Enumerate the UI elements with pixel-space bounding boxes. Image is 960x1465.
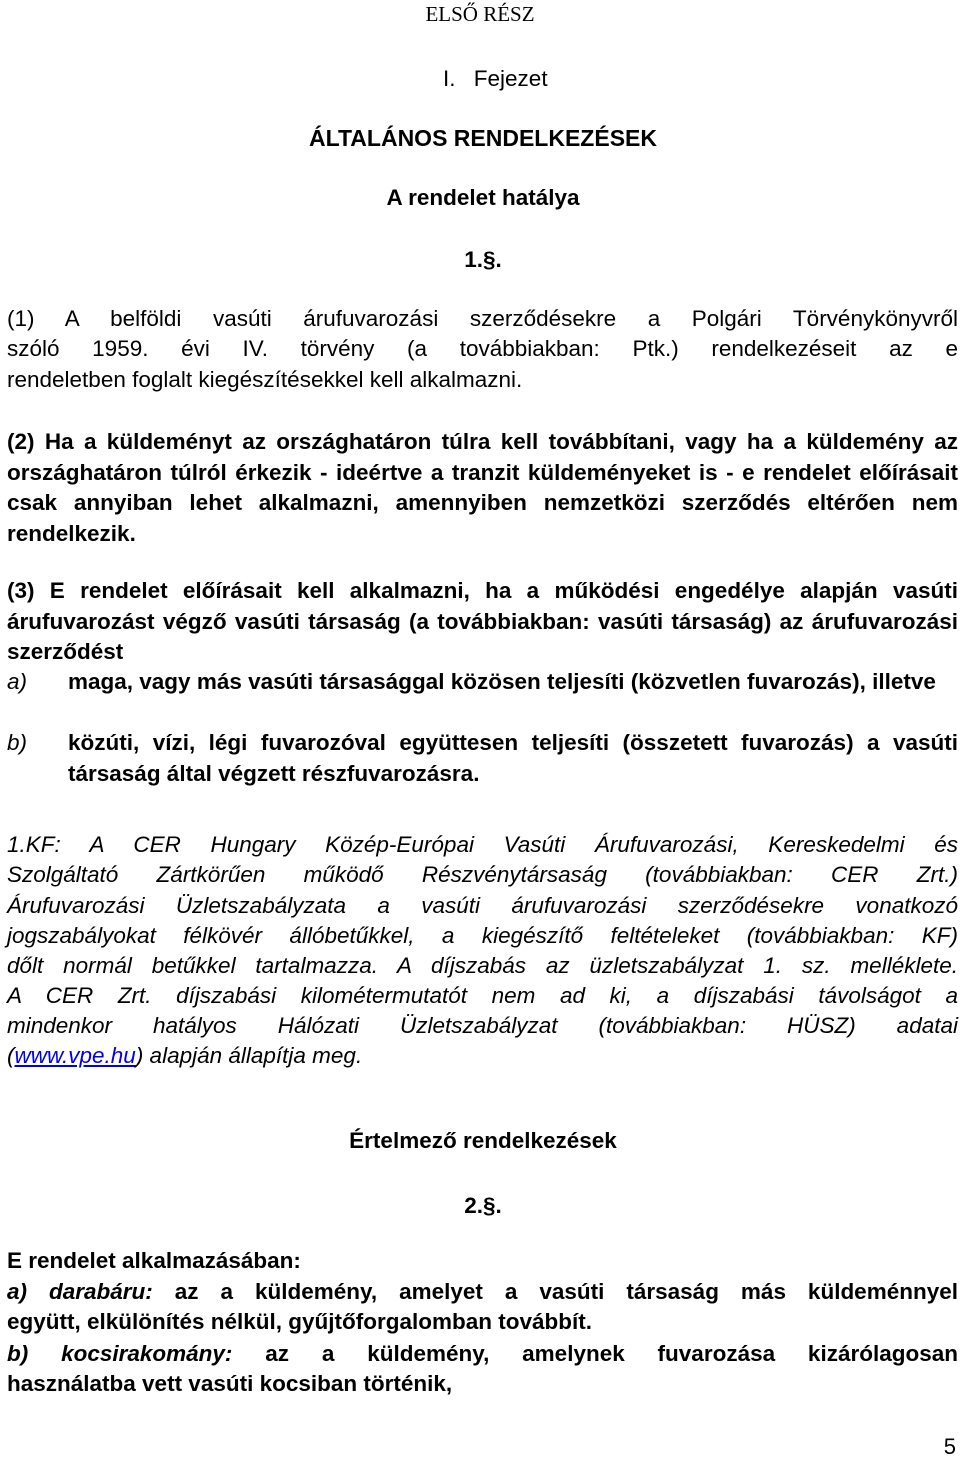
section-number-2: 2.§. xyxy=(464,1193,502,1218)
chapter-line xyxy=(443,66,548,92)
part-header: ELSŐ RÉSZ xyxy=(425,2,535,26)
definition-b-label: b) xyxy=(7,1341,29,1366)
item-a-text: maga, vagy más vasúti társasággal közösen teljesíti (közvetlen fuvarozás), illetve xyxy=(68,669,936,694)
kf-line-2: Szolgáltató Zártkörűen működő Részvénytársaság (továbbiakban: CER Zrt.) xyxy=(7,862,958,887)
definition-a-line-2: együtt, elkülönítés nélkül, gyűjtőforgalomban továbbít. xyxy=(7,1309,593,1334)
paragraph-2: (2) Ha a küldeményt az országhatáron túlra kell továbbítani, vagy ha a küldemény az országhatáron túlról érkezik - ideértve a tranzit küldeményeket is - e rendelet előírásait csak annyiban lehet alkalmazni, amennyiben nemzetközi szerződés eltérően nem rendelkezik. xyxy=(7,429,958,546)
kf-line-1: 1.KF: A CER Hungary Közép-Európai Vasúti Árufuvarozási, Kereskedelmi és xyxy=(7,832,958,857)
kf-line-8-rest: ) alapján állapítja meg. xyxy=(135,1043,363,1068)
kf-line-8 xyxy=(7,1041,958,1072)
item-b-text: közúti, vízi, légi fuvarozóval együttesen teljesíti (összetett fuvarozás) a vasúti társaság által végzett részfuvarozásra. xyxy=(68,730,958,786)
definition-b-line-1 xyxy=(7,1339,958,1370)
paragraph-3-intro: (3) E rendelet előírásait kell alkalmazni, ha a működési engedélye alapján vasúti árufuvarozást végző vasúti társaság (a továbbiakban: vasúti társaság) az árufuvarozási szerződést xyxy=(7,578,958,664)
kf-line-7: mindenkor hatályos Hálózati Üzletszabályzat (továbbiakban: HÜSZ) adatai xyxy=(7,1013,958,1038)
definition-a-line-1 xyxy=(7,1277,958,1308)
section-heading: ÁLTALÁNOS RENDELKEZÉSEK xyxy=(309,125,657,151)
definition-a-text: az a küldemény, amelyet a vasúti társaság más küldeménnyel xyxy=(152,1279,958,1304)
definition-b-text: az a küldemény, amelynek fuvarozása kizárólagosan xyxy=(232,1341,958,1366)
kf-line-3: Árufuvarozási Üzletszabályzata a vasúti árufuvarozási szerződésekre vonatkozó xyxy=(7,893,958,918)
item-b-label: b) xyxy=(7,730,28,755)
paragraph-1-line-3: rendeletben foglalt kiegészítésekkel kell alkalmazni. xyxy=(7,367,523,392)
definition-b-line-2: használatba vett vasúti kocsiban történik, xyxy=(7,1371,453,1396)
kf-line-6: A CER Zrt. díjszabási kilométermutatót nem ad ki, a díjszabási távolságot a xyxy=(7,983,958,1008)
kf-line-4: jogszabályokat félkövér állóbetűkkel, a kiegészítő feltételeket (továbbiakban: KF) xyxy=(7,923,958,948)
item-a-label: a) xyxy=(7,669,28,694)
definition-a-label: a) xyxy=(7,1279,28,1304)
kf-line-5: dőlt normál betűkkel tartalmazza. A díjszabás az üzletszabályzat 1. sz. melléklete. xyxy=(7,953,958,978)
section-number-1: 1.§. xyxy=(464,247,502,272)
paragraph-1-line-1: (1) A belföldi vasúti árufuvarozási szerződésekre a Polgári Törvénykönyvről xyxy=(7,306,958,331)
paragraph-3-item-b xyxy=(7,728,958,789)
page-number: 5 xyxy=(943,1434,956,1459)
paragraph-1-line-2: szóló 1959. évi IV. törvény (a továbbiakban: Ptk.) rendelkezéseit az e xyxy=(7,336,958,361)
paragraph-3-item-a xyxy=(7,667,958,698)
subheading-scope: A rendelet hatálya xyxy=(386,185,580,210)
subheading-definitions: Értelmező rendelkezések xyxy=(349,1128,617,1153)
vpe-link[interactable]: www.vpe.hu xyxy=(14,1043,136,1068)
definition-a-term: darabáru: xyxy=(49,1279,153,1304)
chapter-number: I. xyxy=(443,66,456,91)
definitions-intro: E rendelet alkalmazásában: xyxy=(7,1248,301,1273)
definition-b-term: kocsirakomány: xyxy=(61,1341,233,1366)
chapter-title: Fejezet xyxy=(473,66,548,91)
kf-open-paren: ( xyxy=(7,1043,15,1068)
